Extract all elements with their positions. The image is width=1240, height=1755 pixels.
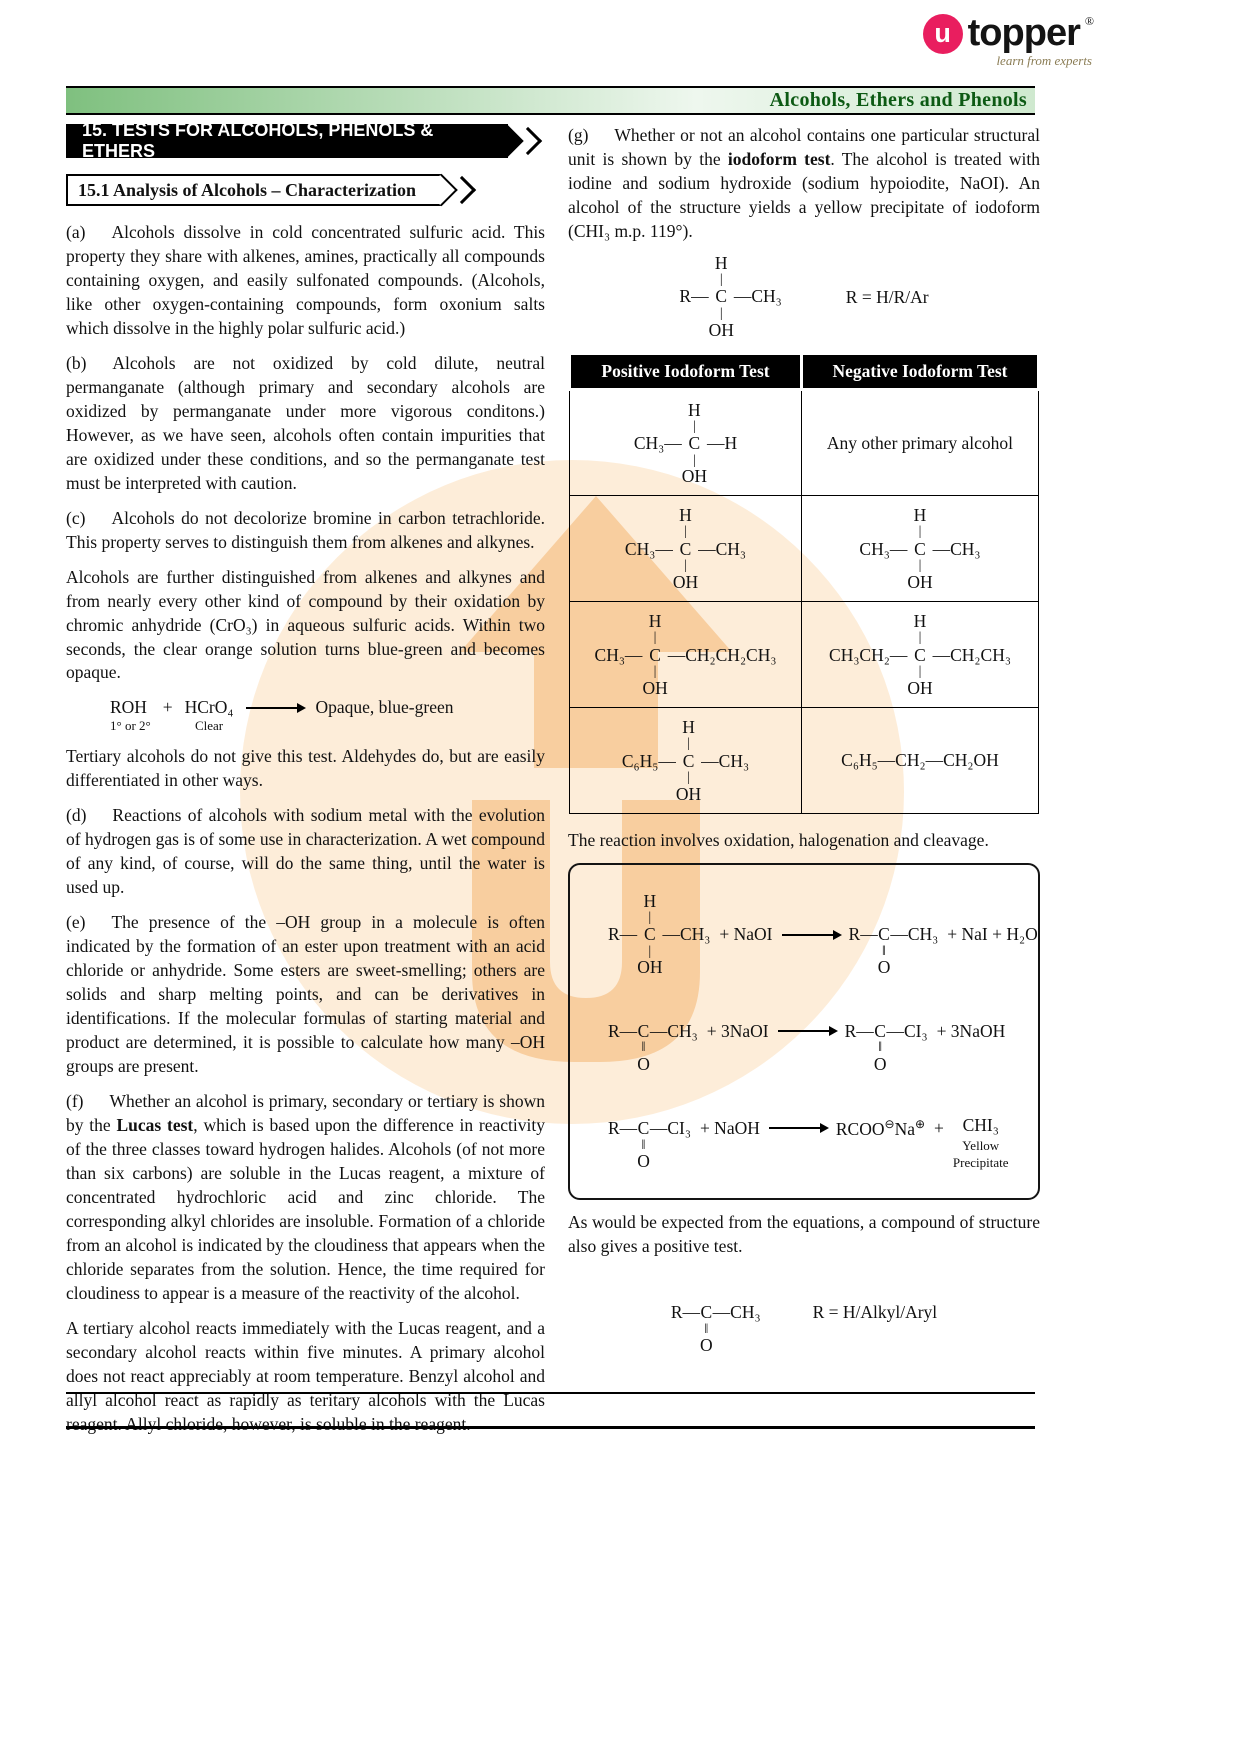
product: Opaque, blue-green [315,697,454,718]
chemical-structure: H | CH₃— C —CH₃ | OH [859,505,981,592]
paragraph-text: , which is based upon the difference in reactivity of the three classes toward hydrogen halides. Alcohols (of not more than six carbons) are soluble in the Lucas reagent, a mixture of concentrated hydrochloric acid and zinc chloride. The corresponding alkyl chlorides are insoluble. Formation of a chloride from an alcohol is indicated by the cloudiness that appears when the chloride separates from the solution. Hence, the time required for cloudiness to appear is a measure of the reactivity of the alcohol. [66,1115,546,1303]
chemical-structure: R— C —CI₃ ‖ O [608,1117,691,1171]
chemical-structure: R— C —CH₃ ‖ O [670,1301,761,1355]
reagent: + NaOI [719,924,773,945]
paragraph-g [568,124,1040,244]
r-group-label: R = H/R/Ar [845,286,929,307]
chemical-structure: H | R— C —CH₃ | OH [679,253,782,340]
footer-rule-bottom [66,1426,1035,1429]
paragraph-label: (c) [66,507,86,528]
iodoform-structural-unit [568,254,1040,341]
iodoform-product [953,1085,1009,1173]
table-row [570,390,1039,496]
precipitate-note: Precipitate [952,1154,1009,1170]
plus-sign: + [934,1117,944,1138]
paragraph-text: Tertiary alcohols do not give this test. Aldehydes do, but are easily differentiated in other ways. [66,746,545,791]
equation-note: Clear [194,718,224,734]
paragraph-a [66,221,545,341]
paragraph-text: Alcohols are not oxidized by cold dilute, neutral permanganate (although primary and secondary alcohols are oxidized by permanganate under more vigorous conditons.) However, as we have seen, alcohols often contain impurities that are oxidized under these conditions, and so the permanganate test must be interpreted with caution. [66,352,545,493]
r-group-label: R = H/Alkyl/Aryl [812,1301,938,1322]
oxidant: HCrO₄ [184,697,234,718]
paragraph-label: (g) [568,125,589,145]
precipitate-note: Yellow [962,1137,1000,1153]
reaction-arrow-icon [778,1030,836,1032]
cleavage-note: The reaction involves oxidation, halogenation and cleavage. [568,830,989,851]
equation-note: 1° or 2° [110,718,151,734]
paragraph-f [66,1090,545,1306]
subsection-heading: 15.1 Analysis of Alcohols – Characterization [78,179,416,200]
footer-rule-top [66,1392,1035,1394]
negative-test-header: Negative Iodoform Test [801,354,1038,390]
paragraph-c [66,507,545,555]
paragraph-e [66,911,545,1079]
iodoform-test-table [568,352,1040,814]
paragraph-text: Alcohols do not decolorize bromine in carbon tetrachloride. This property serves to distinguish them from alkenes and alkynes. [66,507,545,552]
paragraph-c-continued [66,566,545,686]
section-heading: 15. TESTS FOR ALCOHOLS, PHENOLS & ETHERS [82,120,434,161]
reagent: + NaOH [699,1117,760,1138]
iodoform-reactions-box [568,863,1040,1200]
paragraph-text: Whether an alcohol is primary, secondary or tertiary is shown by the [66,1091,545,1135]
paragraph-text: Alcohols dissolve in cold concentrated sulfuric acid. This property they share with alkenes, amines, practically all compounds containing oxygen, and easily sulfonated compounds. (Alcohols, like other oxygen-containing compounds, form oxonium salts which dissolve in the highly polar sulfuric acid.) [66,222,545,338]
byproducts: + NaI + H₂O [947,924,1038,945]
paragraph-text: Whether or not an alcohol contains one particular structural unit is shown by the [568,125,1040,169]
paragraph-d [66,804,545,900]
table-row [570,602,1039,708]
iodoform-test-bold: iodoform test [727,148,831,169]
chemical-structure: H | CH₃— C —CH₂CH₂CH₃ | OH [594,611,777,698]
reaction-equation-3 [608,1085,1030,1173]
paragraph-f-continued [66,1317,545,1437]
chapter-title: Alcohols, Ethers and Phenols [769,89,1027,111]
reaction-arrow-icon [769,1127,827,1129]
paragraph-label: (f) [66,1091,84,1112]
reactant: ROH [110,697,147,718]
chemical-structure: R— C —CH₃ ‖ O [848,924,939,978]
logo-tagline: learn from experts [996,53,1092,68]
table-cell: Any other primary alcohol [801,390,1038,496]
subsection-heading-box [66,174,442,206]
paragraph-label: (e) [66,912,86,933]
paragraph-label: (a) [66,222,86,242]
logo-u-letter: u [934,18,951,48]
paragraph-text: Alcohols are further distinguished from alkenes and alkynes and from nearly every other kind of compound by their oxidation by chromic anhydride (CrO₃) in aqueous sulfuric acids. Within two seconds, the clear orange solution turns blue-green and becomes opaque. [66,566,545,683]
right-column [568,124,1040,1366]
formula-part: CHI₃ [962,1115,999,1136]
table-cell [801,496,1038,602]
table-cell [570,602,802,708]
chemical-structure: H | CH₃— C —CH₃ | OH [624,505,747,592]
lucas-test-bold: Lucas test [116,1115,194,1135]
paragraph-text: The presence of the –OH group in a molecule is often indicated by the formation of an ester upon treatment with an acid chloride or anhydride. Some esters are sweet-smelling; others are solids and sharp melting points, and can be derivatives in identifications. If the molecular formulas of starting material and product are determined, it is possible to calculate how many –OH groups are present. [66,912,545,1077]
paragraph-text: . The alcohol is treated with iodine and sodium hydroxide (sodium hypoiodite, NaOI). An alcohol of the structure yields a yellow precipitate of iodoform (CHI₃ m.p. 119°). [568,148,1040,241]
plus-charge-icon: ⊕ [914,1117,926,1132]
chevron-right-icon [514,127,542,155]
chemical-structure: H | CH₃CH₂— C —CH₂CH₃ | OH [829,611,1011,698]
paragraph-text: A tertiary alcohol reacts immediately with the Lucas reagent, and a secondary alcohol reacts within five minutes. A primary alcohol does not react appreciably at room temperature. Benzyl alcohol and allyl alcohol react as rapidly as teritary alcohols with the Lucas reagent. Allyl chloride, however, is soluble in the reagent. [66,1317,545,1434]
paragraph-label: (b) [66,352,87,373]
chemical-structure: R— C —CI₃ ‖ O [844,1020,928,1074]
chevron-right-icon [448,176,476,204]
table-cell: C₆H₅—CH₂—CH₂OH [801,708,1038,814]
reaction-equation-2 [608,988,1030,1075]
carboxylate-salt [836,1117,925,1140]
utopper-logo [923,12,1094,69]
chromic-acid-equation [110,697,545,734]
paragraph-c-note [66,745,545,793]
table-row [570,708,1039,814]
reaction-equation-1 [608,890,1038,978]
paragraph-text: As would be expected from the equations, a compound of structure also gives a positive test. [568,1212,1040,1257]
byproducts: + 3NaOH [936,1020,1006,1041]
methyl-ketone-structure [568,1269,1040,1356]
chemical-structure: H | R— C —CH₃ | OH [608,890,711,978]
table-row [570,496,1039,602]
paragraph-b [66,352,545,496]
closing-paragraph [568,1211,1040,1259]
logo-wordmark: topper [967,12,1080,54]
paragraph-label: (d) [66,805,87,826]
left-column [66,120,546,1437]
chapter-header-bar [66,86,1035,115]
formula-part: Na [894,1118,915,1139]
formula-part: RCOO [835,1118,885,1139]
paragraph-text: Reactions of alcohols with sodium metal with the evolution of hydrogen gas is of some use in characterization. A wet compound of any kind, of course, will do the same thing, until the water is used up. [66,805,545,898]
minus-charge-icon: ⊖ [884,1117,895,1132]
chemical-structure: H | C₆H₅— C —CH₃ | OH [621,717,750,804]
logo-u-icon [923,14,963,54]
table-cell [570,496,802,602]
chemical-structure: R— C —CH₃ ‖ O [608,1020,698,1074]
reaction-arrow-icon [782,934,840,936]
reagent: + 3NaOI [706,1020,769,1041]
plus-sign: + [162,697,173,718]
table-cell [570,390,802,496]
section-heading-banner [66,120,508,161]
chemical-structure: H | CH₃— C —H | OH [633,399,738,487]
table-cell [570,708,802,814]
table-cell [801,602,1038,708]
reaction-arrow-icon [246,707,304,709]
positive-test-header: Positive Iodoform Test [570,354,802,390]
registered-mark: ® [1084,14,1094,28]
